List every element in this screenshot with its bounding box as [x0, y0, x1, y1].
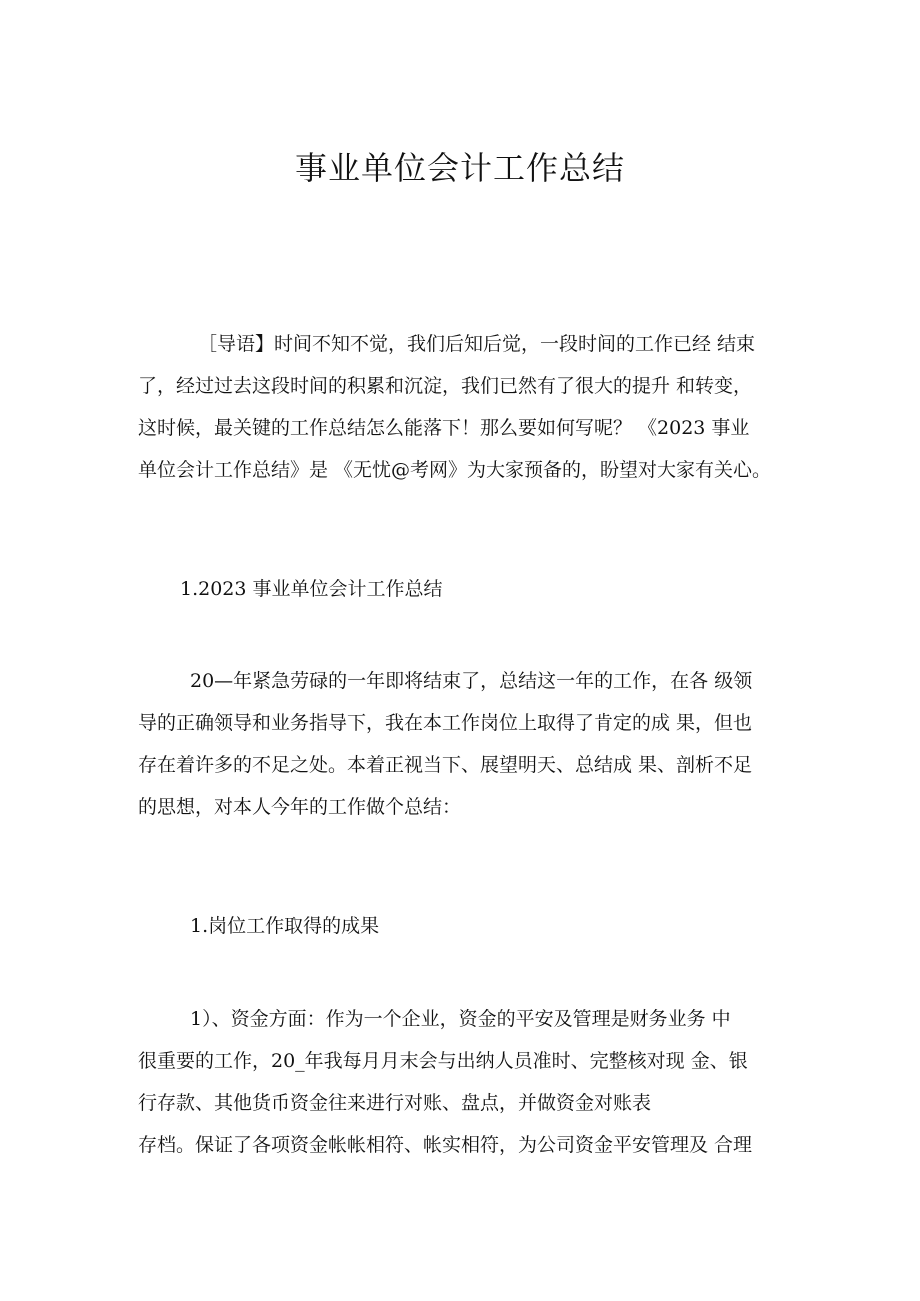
body-paragraph-1 — [138, 660, 786, 828]
paragraph-line: 20—年紧急劳碌的一年即将结束了，总结这一年的工作，在各 级领 — [190, 670, 753, 692]
section-heading: 1.2023 事业单位会计工作总结 — [180, 578, 443, 600]
document-title: 事业单位会计工作总结 — [294, 149, 625, 187]
paragraph-line: 1）、资金方面：作为一个企业，资金的平安及管理是财务业务 中 — [190, 1008, 731, 1030]
intro-line: 单位会计工作总结》是 《无忧@考网》为大家预备的，盼望对大家有关心。 — [138, 459, 772, 481]
paragraph-line: 存在着许多的不足之处。本着正视当下、展望明天、总结成 果、剖析不足 — [138, 754, 753, 776]
body-paragraph-2 — [138, 998, 786, 1166]
paragraph-line: 的思想，对本人今年的工作做个总结： — [138, 796, 462, 818]
paragraph-line: 很重要的工作，20_年我每月月末会与出纳人员准时、完整核对现 金、银 — [138, 1050, 748, 1072]
intro-line: 了，经过过去这段时间的积累和沉淀，我们已然有了很大的提升 和转变， — [138, 375, 753, 397]
paragraph-line: 导的正确领导和业务指导下，我在本工作岗位上取得了肯定的成 果，但也 — [138, 712, 753, 734]
sub-heading: 1.岗位工作取得的成果 — [190, 915, 380, 937]
paragraph-line: 存档。保证了各项资金帐帐相符、帐实相符，为公司资金平安管理及 合理 — [138, 1134, 753, 1156]
intro-line: 这时候，最关键的工作总结怎么能落下！那么要如何写呢？ 《2023 事业 — [138, 417, 750, 439]
intro-paragraph — [138, 323, 786, 491]
paragraph-line: 行存款、其他货币资金往来进行对账、盘点，并做资金对账表 — [138, 1092, 652, 1114]
intro-line: ［导语】时间不知不觉，我们后知后觉，一段时间的工作已经 结束 — [198, 333, 756, 355]
